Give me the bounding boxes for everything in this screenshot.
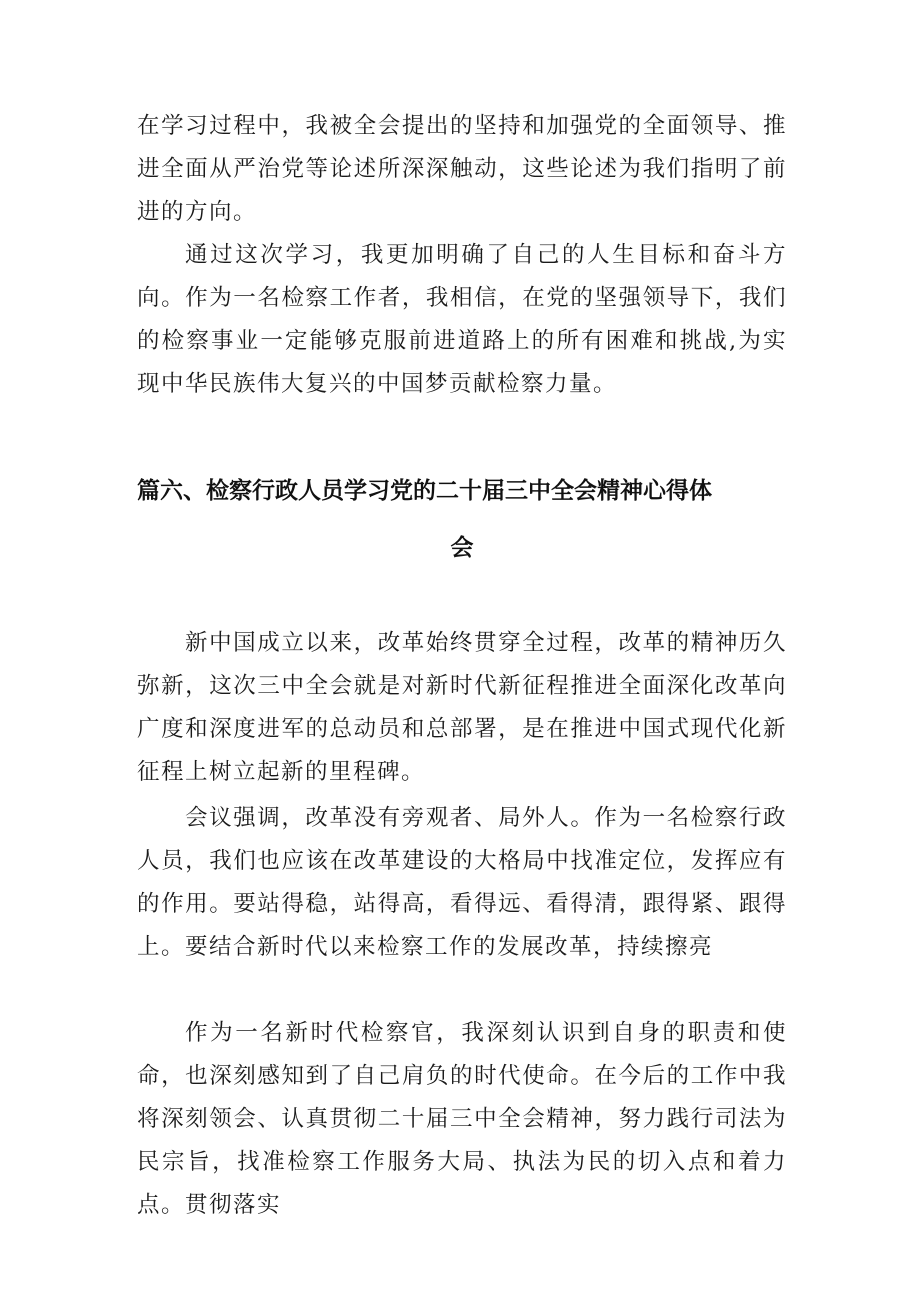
- section-heading: [137, 463, 787, 577]
- section-heading-line1: 篇六、检察行政人员学习党的二十届三中全会精神心得体: [137, 478, 712, 504]
- section-heading-line2: 会: [450, 535, 474, 561]
- paragraph-study-process: 在学习过程中，我被全会提出的坚持和加强党的全面领导、推进全面从严治党等论述所深深触动，这些论述为我们指明了前进的方向。: [137, 113, 787, 225]
- paragraph-life-goals: 通过这次学习，我更加明确了自己的人生目标和奋斗方向。作为一名检察工作者，我相信，在党的坚强领导下，我们的检察事业一定能够克服前进道路上的所有困难和挑战,为实现中华民族伟大复兴的中国梦贡献检察力量。: [137, 242, 787, 397]
- paragraph-prosecutor-mission: 作为一名新时代检察官，我深刻认识到自身的职责和使命，也深刻感知到了自己肩负的时代使命。在今后的工作中我将深刻领会、认真贯彻二十届三中全会精神，努力践行司法为民宗旨，找准检察工作服务大局、执法为民的切入点和着力点。贯彻落实: [137, 1020, 787, 1218]
- paragraph-reform-history: 新中国成立以来，改革始终贯穿全过程，改革的精神历久弥新，这次三中全会就是对新时代新征程推进全面深化改革向广度和深度进军的总动员和总部署，是在推进中国式现代化新征程上树立起新的里程碑。: [137, 630, 787, 785]
- paragraph-meeting-emphasis: 会议强调，改革没有旁观者、局外人。作为一名检察行政人员，我们也应该在改革建设的大格局中找准定位，发挥应有的作用。要站得稳，站得高，看得远、看得清，跟得紧、跟得上。要结合新时代以来检察工作的发展改革，持续擦亮: [137, 805, 787, 960]
